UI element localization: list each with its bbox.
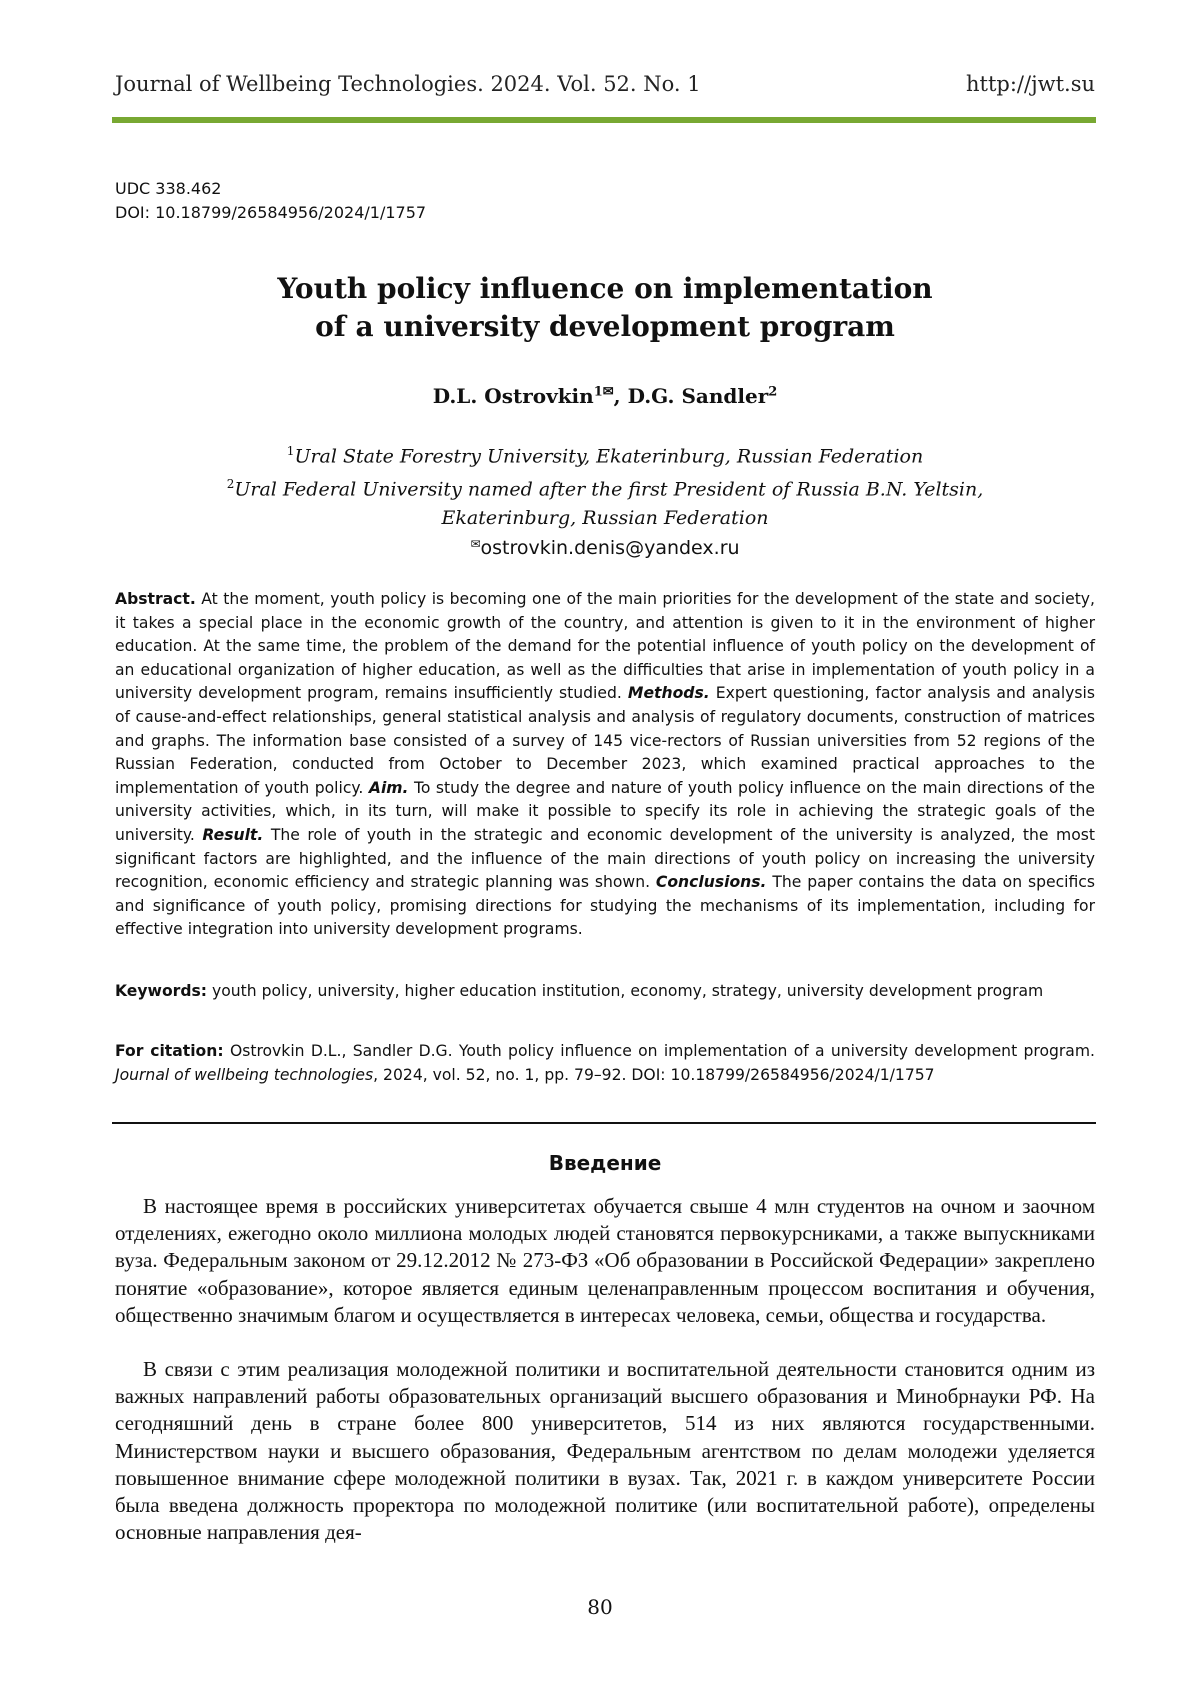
abstract-aim: To study the degree and nature of youth policy influence on the main directions of the university activities, which, in its turn, will make it possible to specify its role in achieving the strategic goals of the university.	[115, 778, 1095, 844]
affiliation-2-city: Ekaterinburg, Russian Federation	[441, 506, 769, 529]
page-number: 80	[587, 1595, 613, 1619]
keywords-text: youth policy, university, higher education institution, economy, strategy, university development program	[212, 982, 1044, 1000]
aim-label: Aim.	[368, 778, 409, 797]
citation-journal: Journal of wellbeing technologies	[115, 1065, 374, 1084]
body-paragraph-2: В связи с этим реализация молодежной политики и воспитательной деятельности становится одним из важных направлений работы образовательных организаций высшего образования и Минобрнауки РФ. На сегодняшний день в стране более 800 университетов, 514 из них являются государственными. Министерством науки и высшего образования, Федеральным агентством по делам молодежи уделяется повышенное внимание сфере молодежной политики в вузах. Так, 2021 г. в каждом университете России была введена должность проректора по молодежной политике (или воспитательной работе), определены основные направления дея-	[115, 1357, 1095, 1545]
affiliation-1-marker: 1	[286, 444, 295, 458]
body-paragraph-1: В настоящее время в российских университетах обучается свыше 4 млн студентов на очном и заочном отделениях, ежегодно около миллиона молодых людей становятся первокурсниками, а также выпускниками вуза. Федеральным законом от 29.12.2012 № 273-ФЗ «Об образовании в Российской Федерации» закреплено понятие «образование», которое является единым целенаправленным процессом воспитания и обучения, общественно значимым благом и осуществляется в интересах человека, семьи, общества и государства.	[115, 1194, 1095, 1327]
running-header	[115, 72, 1095, 96]
citation-text: Ostrovkin D.L., Sandler D.G. Youth policy influence on implementation of a university development program.	[229, 1042, 1095, 1060]
affiliations	[115, 437, 1095, 532]
author-list	[115, 384, 1095, 408]
corresponding-email	[115, 537, 1095, 559]
udc-code: UDC 338.462	[115, 179, 222, 198]
section-divider	[112, 1122, 1096, 1124]
conclusions-label: Conclusions.	[655, 873, 767, 892]
journal-url[interactable]: http://jwt.su	[966, 72, 1095, 96]
affiliation-2	[115, 470, 1095, 503]
affiliation-2-text: Ural Federal University named after the first President of Russia B.N. Yeltsin,	[234, 478, 984, 501]
article-title	[115, 270, 1095, 346]
result-label: Result.	[202, 825, 264, 844]
keywords	[115, 980, 1095, 1004]
citation	[115, 1040, 1095, 1087]
article-identifiers	[115, 177, 426, 225]
title-line-2: of a university development program	[315, 310, 895, 343]
abstract-methods: Expert questioning, factor analysis and analysis of cause-and-effect relationships, general statistical analysis and analysis of regulatory documents, construction of matrices and graphs. The information base consisted of a survey of 145 vice-rectors of Russian universities from 52 regions of the Russian Federation, conducted from October to December 2023, which examined practical approaches to the implementation of youth policy.	[115, 684, 1095, 797]
abstract-intro: At the moment, youth policy is becoming one of the main priorities for the development of the state and society, it takes a special place in the economic growth of the country, and attention is given to it in the environment of higher education. At the same time, the problem of the demand for the potential influence of youth policy on the development of an educational organization of higher education, as well as the difficulties that arise in implementation of youth policy in a university development program, remains insufficiently studied.	[115, 590, 1095, 703]
affiliation-1-text: Ural State Forestry University, Ekaterinburg, Russian Federation	[294, 445, 924, 468]
citation-label: For citation:	[115, 1042, 224, 1060]
author-2: D.G. Sandler	[627, 384, 769, 408]
journal-name: Journal of Wellbeing Technologies. 2024. Vol. 52. No. 1	[115, 72, 701, 96]
envelope-icon: ✉	[470, 537, 481, 551]
keywords-label: Keywords:	[115, 982, 208, 1000]
author-1-marker: 1✉	[593, 384, 614, 400]
header-rule	[112, 117, 1096, 123]
doi[interactable]: DOI: 10.18799/26584956/2024/1/1757	[115, 203, 427, 222]
abstract-result: The role of youth in the strategic and economic development of the university is analyzed, the most significant factors are highlighted, and the influence of the main directions of youth policy on increasing the university recognition, economic efficiency and strategic planning was shown.	[115, 825, 1095, 892]
email-address[interactable]: ostrovkin.denis@yandex.ru	[480, 537, 740, 559]
affiliation-1	[115, 437, 1095, 470]
abstract	[115, 588, 1095, 942]
author-separator: ,	[613, 384, 628, 408]
affiliation-2-marker: 2	[226, 477, 235, 492]
abstract-label: Abstract.	[115, 590, 196, 608]
title-line-1: Youth policy influence on implementation	[277, 272, 933, 305]
citation-details: , 2024, vol. 52, no. 1, pp. 79–92. DOI: 10.18799/26584956/2024/1/1757	[373, 1065, 935, 1084]
methods-label: Methods.	[627, 684, 710, 703]
author-1: D.L. Ostrovkin	[432, 384, 594, 408]
author-2-marker: 2	[768, 384, 778, 400]
abstract-conclusions: The paper contains the data on specifics and significance of youth policy, promising directions for studying the mechanisms of its implementation, including for effective integration into university development programs.	[115, 873, 1095, 939]
section-heading: Введение	[548, 1151, 662, 1175]
